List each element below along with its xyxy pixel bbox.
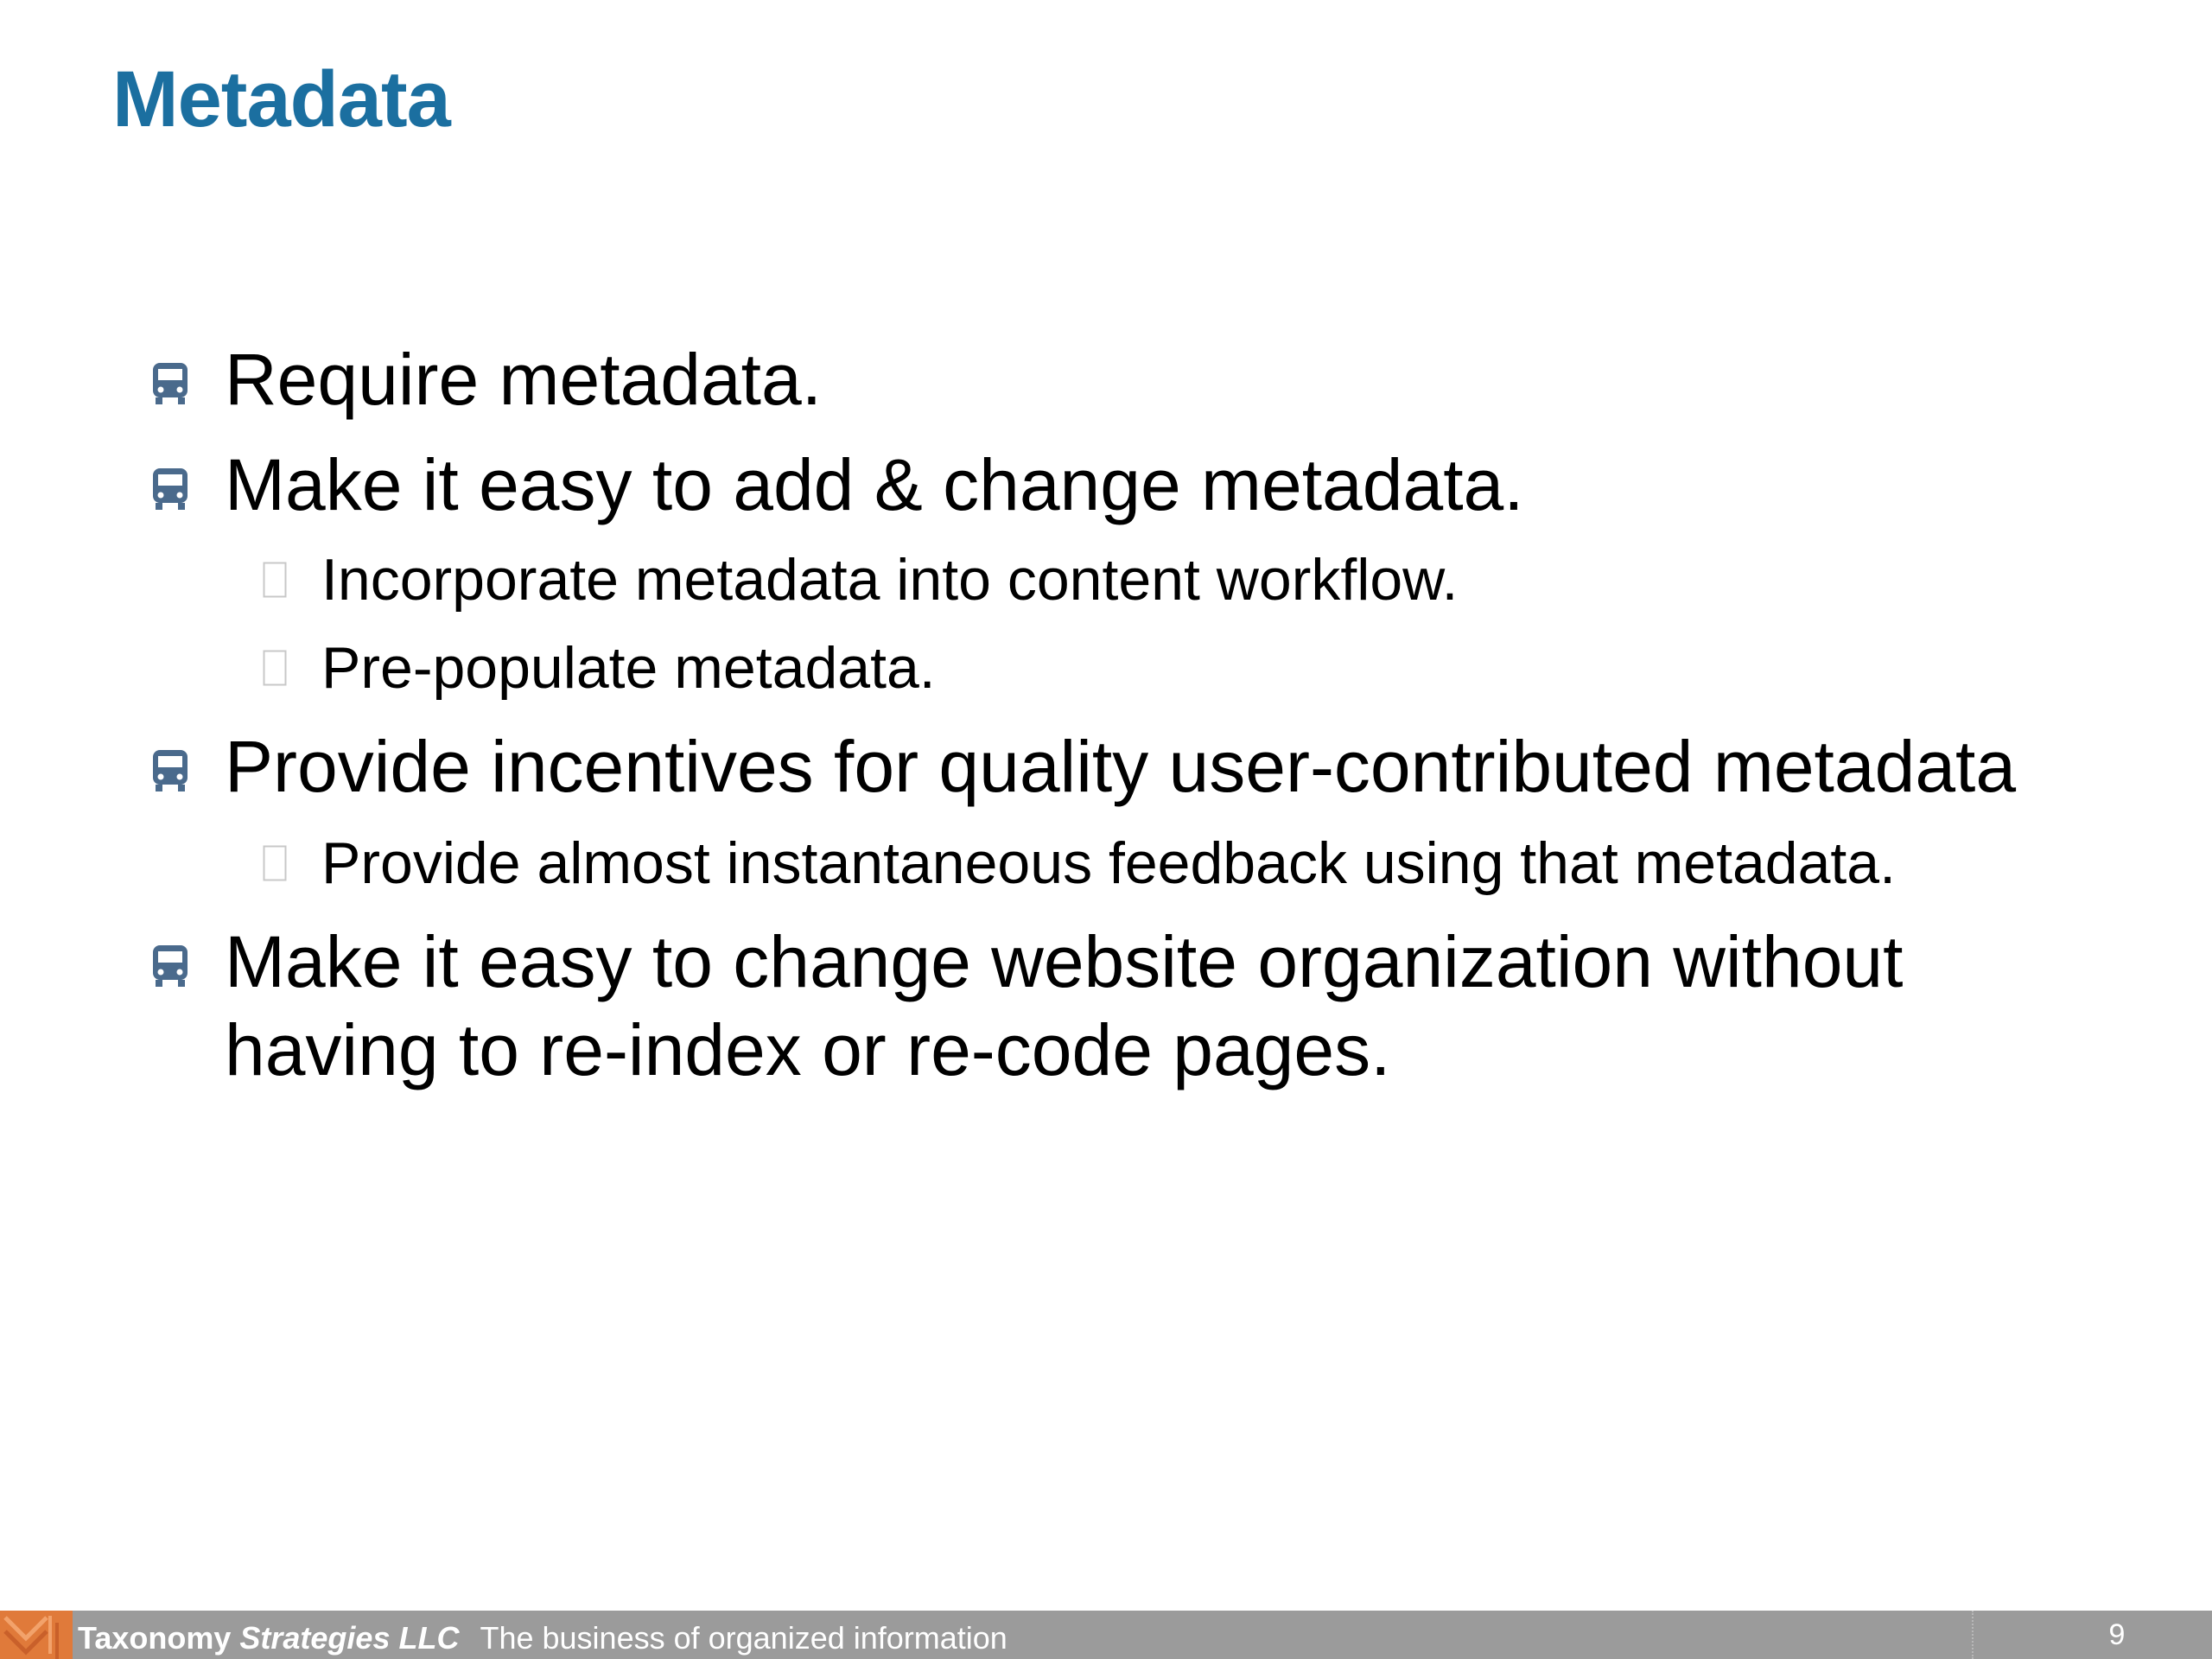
- box-icon: [263, 650, 287, 686]
- bullet-item: Provide incentives for quality user-contributed metadata: [225, 726, 2017, 807]
- bullet-item: Make it easy to change website organization without having to re-index or re-code pages.: [225, 921, 1904, 1090]
- bus-icon: [150, 467, 190, 512]
- bus-icon: [150, 361, 190, 406]
- company-logo-icon: [0, 1611, 73, 1659]
- box-icon: [263, 845, 287, 881]
- sub-bullet-item: Provide almost instantaneous feedback using that metadata.: [321, 830, 1897, 896]
- page-number: 9: [2108, 1618, 2126, 1651]
- bullet-item: Make it easy to add & change metadata.: [225, 444, 1524, 525]
- company-name-bold: Taxonomy: [78, 1620, 232, 1656]
- footer-divider: [1972, 1611, 1975, 1659]
- footer-company: [78, 1611, 1007, 1659]
- bus-icon: [150, 748, 190, 793]
- bullet-item: Require metadata.: [225, 339, 823, 420]
- bus-icon: [150, 944, 190, 988]
- sub-bullet-item: Pre-populate metadata.: [321, 635, 936, 701]
- footer-bar: [0, 1611, 2212, 1659]
- box-icon: [263, 562, 287, 598]
- company-name-italic: Strategies LLC: [239, 1620, 460, 1656]
- company-tagline: The business of organized information: [480, 1620, 1007, 1656]
- slide-title: Metadata: [112, 55, 450, 143]
- sub-bullet-item: Incorporate metadata into content workflow.: [321, 547, 1459, 613]
